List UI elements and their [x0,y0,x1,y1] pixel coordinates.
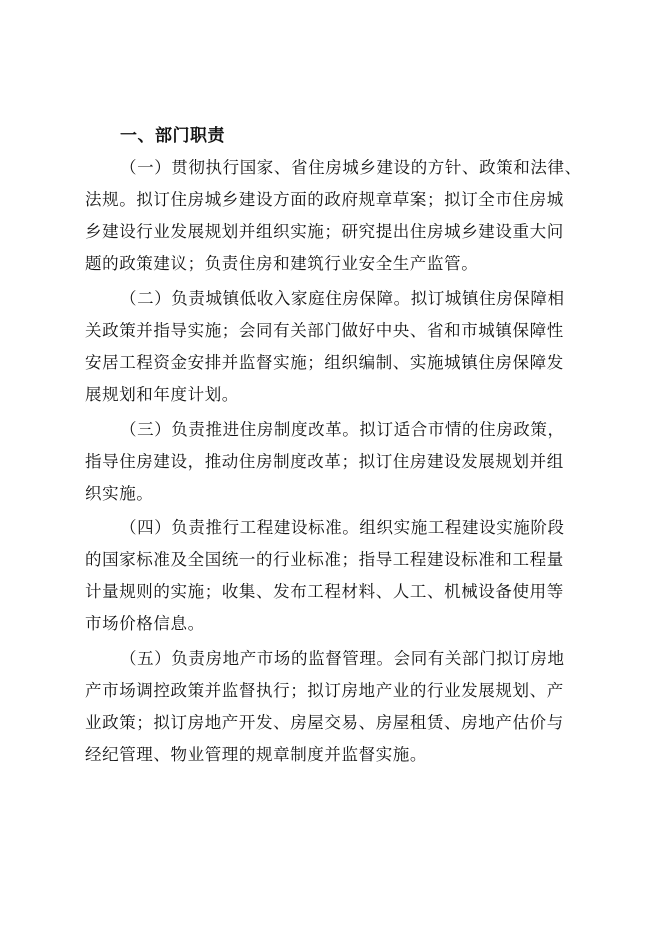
paragraph-2-line-4: 展规划和年度计划。 [85,385,239,404]
paragraph-1-line-4: 题的政策建议；负责住房和建筑行业安全生产监管。 [85,254,479,273]
paragraph-1-line-2: 法规。拟订住房城乡建设方面的政府规章草案；拟订全市住房城 [85,190,564,209]
paragraph-2-line-3: 安居工程资金安排并监督实施；组织编制、实施城镇住房保障发 [85,353,564,372]
paragraph-5-line-1: （五）负责房地产市场的监督管理。会同有关部门拟订房地 [120,649,565,668]
paragraph-5-line-4: 经纪管理、物业管理的规章制度并监督实施。 [85,745,427,764]
paragraph-1-line-1: （一）贯彻执行国家、省住房城乡建设的方针、政策和法律、 [120,158,582,177]
paragraph-2-line-2: 关政策并指导实施；会同有关部门做好中央、省和市城镇保障性 [85,321,564,340]
paragraph-3-line-1: （三）负责推进住房制度改革。拟订适合市情的住房政策， [120,420,565,439]
paragraph-5-line-2: 产市场调控政策并监督执行；拟订房地产业的行业发展规划、产 [85,681,564,700]
section-heading: 一、部门职责 [120,126,225,146]
paragraph-3-line-2: 指导住房建设，推动住房制度改革；拟订住房建设发展规划并组 [85,452,564,471]
paragraph-5-line-3: 业政策；拟订房地产开发、房屋交易、房屋租赁、房地产估价与 [85,713,564,732]
paragraph-4-line-1: （四）负责推行工程建设标准。组织实施工程建设实施阶段 [120,518,565,537]
paragraph-3-line-3: 织实施。 [85,484,154,503]
paragraph-4-line-3: 计量规则的实施；收集、发布工程材料、人工、机械设备使用等 [85,582,564,601]
paragraph-1-line-3: 乡建设行业发展规划并组织实施；研究提出住房城乡建设重大问 [85,222,564,241]
paragraph-4-line-4: 市场价格信息。 [85,614,205,633]
paragraph-4-line-2: 的国家标准及全国统一的行业标准；指导工程建设标准和工程量 [85,550,564,569]
paragraph-2-line-1: （二）负责城镇低收入家庭住房保障。拟订城镇住房保障相 [120,289,565,308]
